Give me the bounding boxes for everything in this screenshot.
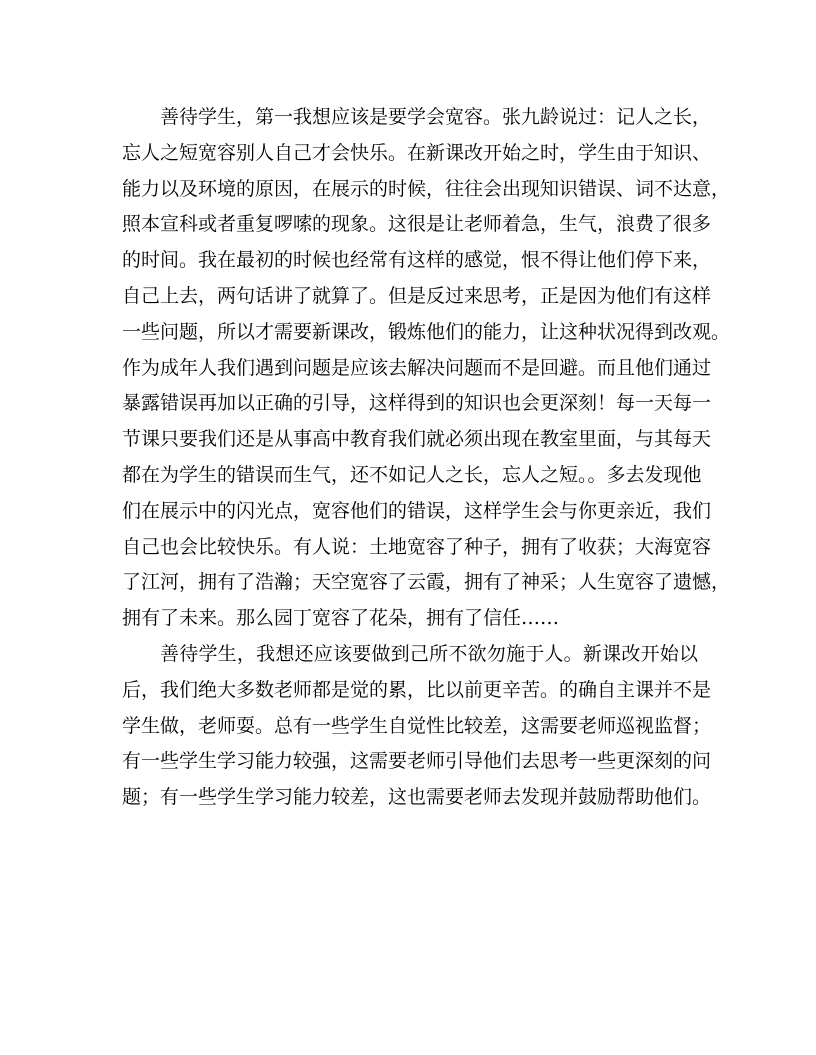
text-line: 自己也会比较快乐。有人说：土地宽容了种子，拥有了收获；大海宽容 xyxy=(122,535,712,558)
text-line: 忘人之短宽容别人自己才会快乐。在新课改开始之时，学生由于知识、 xyxy=(122,141,712,164)
text-line: 节课只要我们还是从事高中教育我们就必须出现在教室里面，与其每天 xyxy=(122,428,712,451)
text-line: 学生做，老师耍。总有一些学生自觉性比较差，这需要老师巡视监督； xyxy=(122,714,712,737)
text-line: 都在为学生的错误而生气，还不如记人之长，忘人之短。。多去发现他 xyxy=(122,463,702,486)
document-body xyxy=(122,100,731,816)
text-line: 题；有一些学生学习能力较差，这也需要老师去发现并鼓励帮助他们。 xyxy=(122,786,712,809)
text-line: 们在展示中的闪光点，宽容他们的错误，这样学生会与你更亲近，我们 xyxy=(122,499,712,522)
text-line: 后，我们绝大多数老师都是觉的累，比以前更辛苦。的确自主课并不是 xyxy=(122,678,712,701)
text-line: 暴露错误再加以正确的引导，这样得到的知识也会更深刻！每一天每一 xyxy=(122,392,712,415)
text-line: 的时间。我在最初的时候也经常有这样的感觉，恨不得让他们停下来， xyxy=(122,249,712,272)
text-line: 善待学生，第一我想应该是要学会宽容。张九龄说过：记人之长， xyxy=(160,106,712,128)
text-line: 自己上去，两句话讲了就算了。但是反过来思考，正是因为他们有这样 xyxy=(122,284,712,307)
text-line: 一些问题，所以才需要新课改，锻炼他们的能力，让这种状况得到改观。 xyxy=(122,320,731,343)
text-line: 作为成年人我们遇到问题是应该去解决问题而不是回避。而且他们通过 xyxy=(122,356,712,379)
text-line: 拥有了未来。那么园丁宽容了花朵，拥有了信任…… xyxy=(122,607,560,630)
text-line: 善待学生，我想还应该要做到己所不欲勿施于人。新课改开始以 xyxy=(160,642,698,665)
text-line: 能力以及环境的原因，在展示的时候，往往会出现知识错误、词不达意， xyxy=(122,177,731,200)
text-line: 照本宣科或者重复啰嗦的现象。这很是让老师着急，生气，浪费了很多 xyxy=(122,213,712,236)
paragraph-1 xyxy=(122,100,731,637)
text-line: 了江河，拥有了浩瀚；天空宽容了云霞，拥有了神采；人生宽容了遗憾， xyxy=(122,571,731,594)
paragraph-2 xyxy=(122,637,712,816)
text-line: 有一些学生学习能力较强，这需要老师引导他们去思考一些更深刻的问 xyxy=(122,750,712,773)
